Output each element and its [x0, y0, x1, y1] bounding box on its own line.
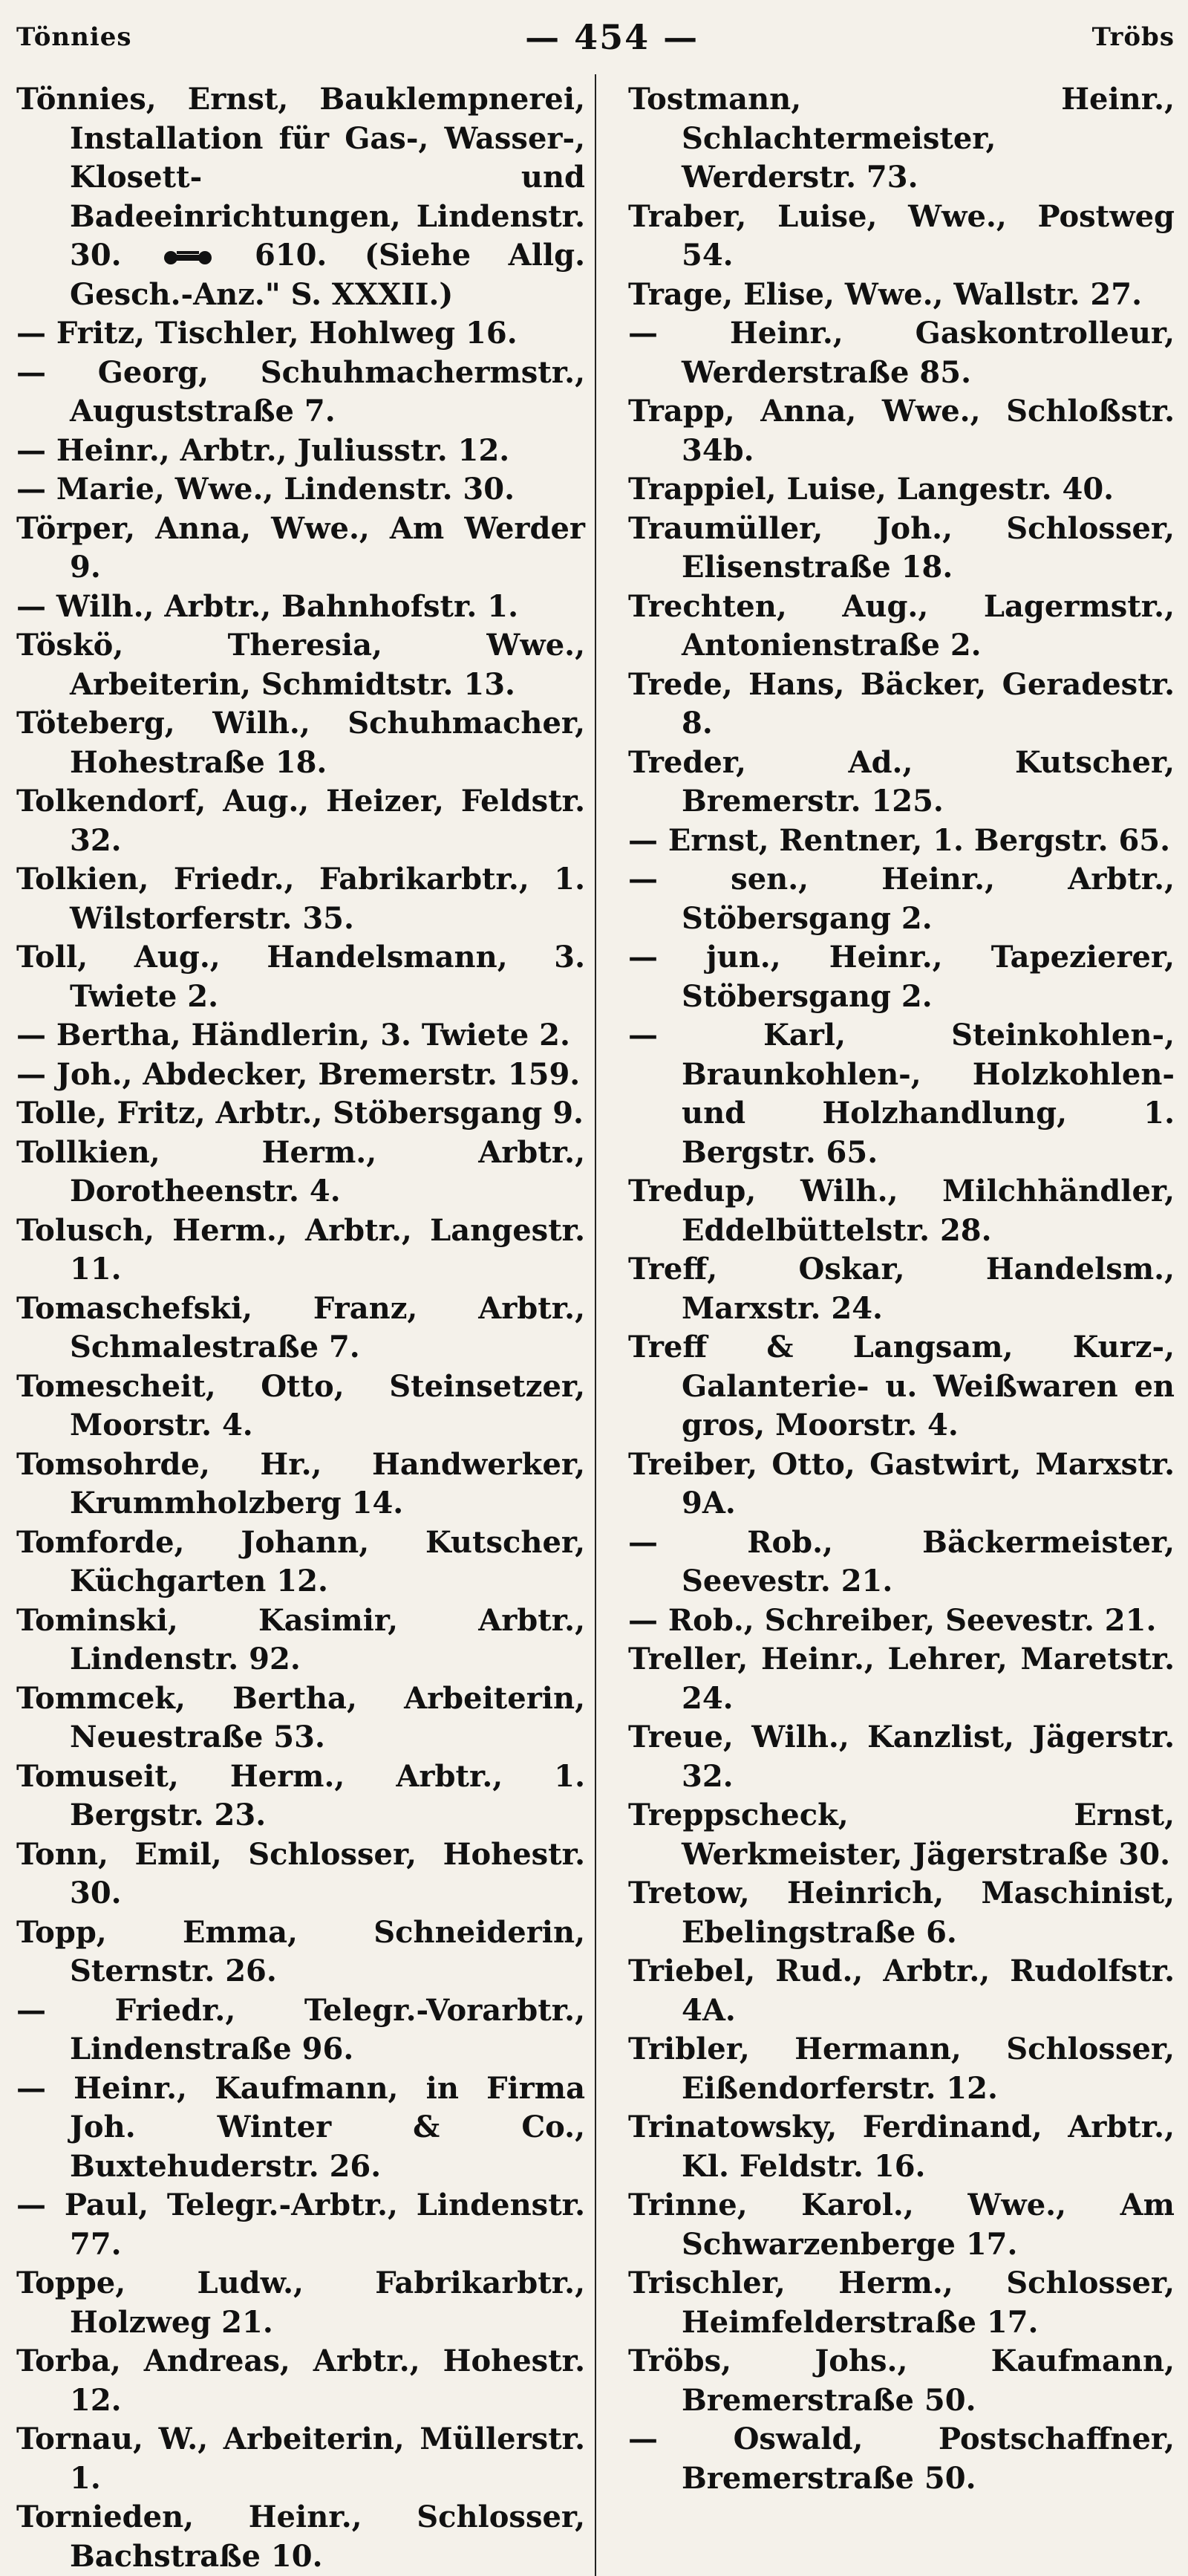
directory-entry: Tonn, Emil, Schlosser, Hohestr. 30. [16, 1836, 585, 1910]
directory-entry: — Heinr., Gaskontrolleur, Werderstraße 85. [628, 316, 1175, 390]
directory-entry: Treue, Wilh., Kanzlist, Jägerstr. 32. [628, 1720, 1175, 1794]
directory-entry: — Bertha, Händlerin, 3. Twiete 2. [16, 1018, 570, 1053]
directory-entry: Topp, Emma, Schneiderin, Sternstr. 26. [16, 1914, 585, 1988]
directory-entry: — Oswald, Postschaffner, Bremerstraße 50. [628, 2421, 1175, 2496]
header-first-name: Tönnies [16, 22, 132, 52]
directory-entry: Treff & Langsam, Kurz-, Galanterie- u. Weißwaren en gros, Moorstr. 4. [628, 1330, 1175, 1443]
directory-entry: — jun., Heinr., Tapezierer, Stöbersgang 2. [628, 940, 1175, 1014]
directory-entry: — Fritz, Tischler, Hohlweg 16. [16, 316, 518, 351]
directory-entry: Törper, Anna, Wwe., Am Werder 9. [16, 510, 585, 585]
directory-entry: Trede, Hans, Bäcker, Geradestr. 8. [628, 666, 1175, 741]
directory-entry: Tommcek, Bertha, Arbeiterin, Neuestraße 53. [16, 1680, 585, 1754]
phone-number: 610. [254, 238, 327, 273]
directory-entry: Tröbs, Johs., Kaufmann, Bremerstraße 50. [628, 2344, 1175, 2418]
directory-entry: Tolle, Fritz, Arbtr., Stöbersgang 9. [16, 1096, 584, 1131]
directory-entry: Tretow, Heinrich, Maschinist, Ebelingstraße 6. [628, 1876, 1175, 1950]
directory-entry: — Friedr., Telegr.-Vorarbtr., Lindenstraße 96. [16, 1992, 585, 2066]
directory-entry: Toppe, Ludw., Fabrikarbtr., Holzweg 21. [16, 2266, 585, 2340]
directory-entry: Traumüller, Joh., Schlosser, Elisenstraße 18. [628, 510, 1175, 585]
right-column [598, 80, 1175, 2576]
directory-entry: Tollkien, Herm., Arbtr., Dorotheenstr. 4. [16, 1134, 585, 1209]
directory-entry: Trage, Elise, Wwe., Wallstr. 27. [628, 276, 1142, 312]
directory-entry: Treff, Oskar, Handelsm., Marxstr. 24. [628, 1252, 1175, 1326]
directory-entry: Tostmann, Heinr., Schlachtermeister, Werderstr. 73. [628, 82, 1175, 195]
directory-entry: Tomforde, Johann, Kutscher, Küchgarten 12. [16, 1524, 585, 1598]
directory-entry: — Rob., Schreiber, Seevestr. 21. [628, 1602, 1157, 1638]
directory-entry: Treppscheck, Ernst, Werkmeister, Jägerstraße 30. [628, 1798, 1175, 1872]
directory-entry: — Paul, Telegr.-Arbtr., Lindenstr. 77. [16, 2188, 585, 2262]
directory-entry: Tomuseit, Herm., Arbtr., 1. Bergstr. 23. [16, 1758, 585, 1832]
directory-entry: — Georg, Schuhmachermstr., Auguststraße 7. [16, 354, 585, 429]
directory-entry: Treder, Ad., Kutscher, Bremerstr. 125. [628, 744, 1175, 819]
directory-entry: — Heinr., Kaufmann, in Firma Joh. Winter & Co., Buxtehuderstr. 26. [16, 2070, 585, 2184]
directory-entry: Tredup, Wilh., Milchhändler, Eddelbüttelstr. 28. [628, 1174, 1175, 1248]
directory-entry: — Marie, Wwe., Lindenstr. 30. [16, 472, 515, 507]
directory-entry [16, 80, 593, 314]
directory-entry: Tomaschefski, Franz, Arbtr., Schmalestraße 7. [16, 1290, 585, 1365]
header-last-name: Tröbs [1091, 22, 1175, 52]
directory-entry: Trinne, Karol., Wwe., Am Schwarzenberge 17. [628, 2188, 1175, 2262]
page-number: — 454 — [525, 17, 699, 57]
directory-entry: Tribler, Hermann, Schlosser, Eißendorferstr. 12. [628, 2032, 1175, 2106]
directory-entry: — sen., Heinr., Arbtr., Stöbersgang 2. [628, 862, 1175, 936]
directory-entry: Tornieden, Heinr., Schlosser, Bachstraße 10. [16, 2499, 585, 2574]
directory-entry: Triebel, Rud., Arbtr., Rudolfstr. 4A. [628, 1954, 1175, 2028]
directory-entry: Tomsohrde, Hr., Handwerker, Krummholzberg 14. [16, 1446, 585, 1520]
directory-entry: — Joh., Abdecker, Bremerstr. 159. [16, 1056, 581, 1092]
directory-entry: Tominski, Kasimir, Arbtr., Lindenstr. 92. [16, 1602, 585, 1676]
directory-entry: Treiber, Otto, Gastwirt, Marxstr. 9A. [628, 1446, 1175, 1520]
directory-entry: — Rob., Bäckermeister, Seevestr. 21. [628, 1524, 1175, 1598]
directory-entry: Tolusch, Herm., Arbtr., Langestr. 11. [16, 1212, 585, 1287]
directory-entry: Tomescheit, Otto, Steinsetzer, Moorstr. 4. [16, 1368, 585, 1443]
directory-entry: Töskö, Theresia, Wwe., Arbeiterin, Schmidtstr. 13. [16, 628, 585, 702]
left-column [16, 80, 593, 2576]
directory-entry: Tolkien, Friedr., Fabrikarbtr., 1. Wilstorferstr. 35. [16, 862, 585, 936]
directory-entry: Töteberg, Wilh., Schuhmacher, Hohestraße 18. [16, 706, 585, 780]
directory-entry: Trapp, Anna, Wwe., Schloßstr. 34b. [628, 394, 1175, 468]
entry-text: Tönnies, Ernst, Bauklempnerei, Installation für Gas-, Wasser-, Klosett- und Badeeinrichtungen, Lindenstr. 30. [16, 82, 585, 273]
directory-entry: Trischler, Herm., Schlosser, Heimfelderstraße 17. [628, 2266, 1175, 2340]
column-divider [595, 74, 596, 2576]
directory-columns [16, 74, 1175, 2576]
directory-entry: Tornau, W., Arbeiterin, Müllerstr. 1. [16, 2421, 585, 2496]
cross-reference: (Siehe Allg. Gesch.-Anz." S. XXXII.) [70, 238, 585, 312]
directory-entry: — Ernst, Rentner, 1. Bergstr. 65. [628, 822, 1171, 858]
telephone-icon [163, 248, 212, 267]
directory-entry: Trechten, Aug., Lagermstr., Antonienstraße 2. [628, 588, 1175, 663]
directory-entry: Traber, Luise, Wwe., Postweg 54. [628, 198, 1175, 273]
directory-entry: — Heinr., Arbtr., Juliusstr. 12. [16, 432, 510, 468]
directory-entry: — Wilh., Arbtr., Bahnhofstr. 1. [16, 588, 518, 624]
directory-entry: Trinatowsky, Ferdinand, Arbtr., Kl. Feldstr. 16. [628, 2110, 1175, 2184]
directory-entry: — Karl, Steinkohlen-, Braunkohlen-, Holzkohlen- und Holzhandlung, 1. Bergstr. 65. [628, 1018, 1175, 1170]
directory-entry: Torba, Andreas, Arbtr., Hohestr. 12. [16, 2344, 585, 2418]
directory-entry: Toll, Aug., Handelsmann, 3. Twiete 2. [16, 940, 585, 1014]
page-header [16, 0, 1175, 74]
directory-entry: Trappiel, Luise, Langestr. 40. [628, 472, 1114, 507]
directory-entry: Treller, Heinr., Lehrer, Maretstr. 24. [628, 1642, 1175, 1716]
directory-entry: Tolkendorf, Aug., Heizer, Feldstr. 32. [16, 784, 585, 858]
